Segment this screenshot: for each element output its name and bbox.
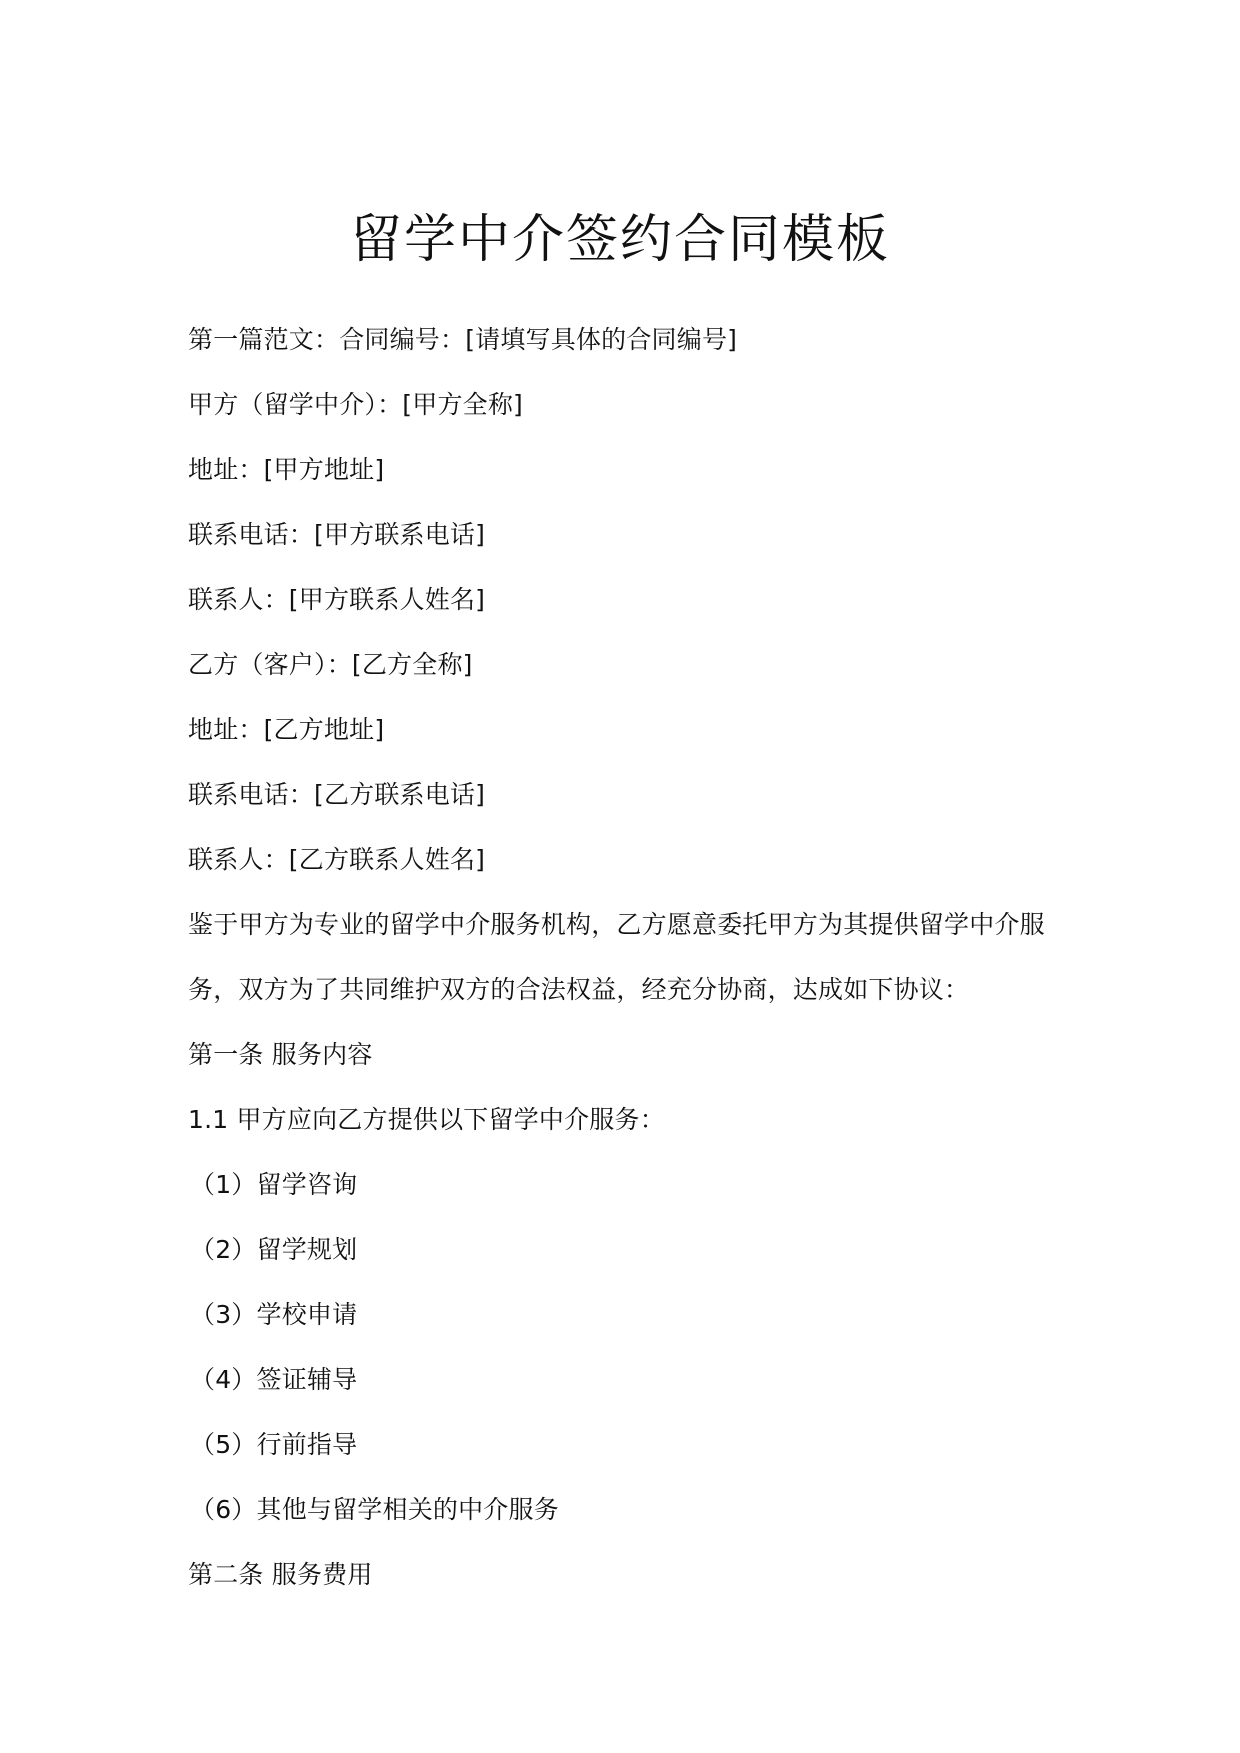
contract-number-line: 第一篇范文：合同编号：[请填写具体的合同编号] (188, 325, 738, 354)
party-a-address-line: 地址：[甲方地址] (188, 455, 385, 484)
service-item-5: （5）行前指导 (190, 1430, 358, 1459)
party-a-contact-line: 联系人：[甲方联系人姓名] (188, 585, 486, 614)
preamble-line-1: 鉴于甲方为专业的留学中介服务机构，乙方愿意委托甲方为其提供留学中介服 (188, 910, 1045, 939)
party-b-address-line: 地址：[乙方地址] (188, 715, 385, 744)
service-item-3: （3）学校申请 (190, 1300, 358, 1329)
party-a-phone-line: 联系电话：[甲方联系电话] (188, 520, 486, 549)
article-1-heading: 第一条 服务内容 (188, 1040, 373, 1069)
party-b-phone-line: 联系电话：[乙方联系电话] (188, 780, 486, 809)
service-item-4: （4）签证辅导 (190, 1365, 358, 1394)
party-b-name-line: 乙方（客户）：[乙方全称] (188, 650, 473, 679)
document-title: 留学中介签约合同模板 (349, 210, 890, 270)
preamble-line-2: 务，双方为了共同维护双方的合法权益，经充分协商，达成如下协议： (188, 975, 970, 1004)
party-b-contact-line: 联系人：[乙方联系人姓名] (188, 845, 486, 874)
service-item-1: （1）留学咨询 (190, 1170, 358, 1199)
party-a-name-line: 甲方（留学中介）：[甲方全称] (188, 390, 524, 419)
document-body (188, 318, 1068, 1618)
clause-1-1: 1.1 甲方应向乙方提供以下留学中介服务： (188, 1105, 665, 1134)
article-2-heading: 第二条 服务费用 (188, 1560, 373, 1589)
service-item-2: （2）留学规划 (190, 1235, 358, 1264)
service-item-6: （6）其他与留学相关的中介服务 (190, 1495, 559, 1524)
